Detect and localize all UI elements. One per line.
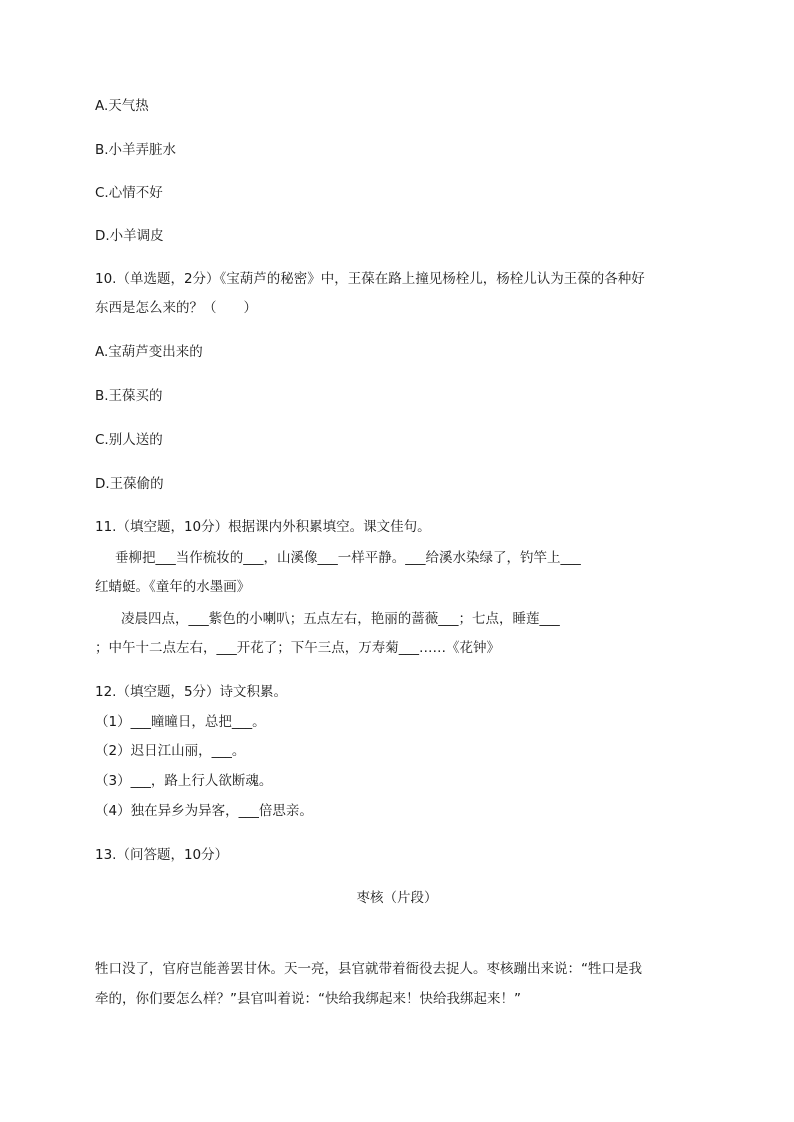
q12-item2: （2）迟日江山丽，___。 (95, 743, 246, 759)
q9-option-a: A.天气热 (95, 98, 149, 114)
q11-line1: 垂柳把___当作梳妆的___，山溪像___一样平静。___给溪水染绿了，钓竿上___ (115, 550, 581, 566)
passage-line2: 牵的，你们要怎么样？”县官叫着说：“快给我绑起来！快给我绑起来！” (95, 991, 521, 1007)
q11-line4: ；中午十二点左右，___开花了；下午三点，万寿菊___……《花钟》 (95, 640, 500, 656)
passage-line1: 牲口没了，官府岂能善罢甘休。天一亮，县官就带着衙役去捉人。枣核蹦出来说：“牲口是我 (95, 961, 642, 977)
q9-option-c: C.心情不好 (95, 185, 163, 201)
q12-item1: （1）___曈曈日，总把___。 (95, 714, 266, 730)
q9-option-b: B.小羊弄脏水 (95, 142, 177, 158)
q10-option-d: D.王葆偷的 (95, 476, 164, 492)
q11-line2: 红蜻蜓。《童年的水墨画》 (95, 579, 251, 595)
q12-item3: （3）___，路上行人欲断魂。 (95, 773, 273, 789)
q12-item4: （4）独在异乡为异客，___倍思亲。 (95, 803, 313, 819)
q11-stem: 11.（填空题，10分）根据课内外积累填空。课文佳句。 (95, 519, 431, 535)
q10-option-c: C.别人送的 (95, 432, 163, 448)
q9-option-d: D.小羊调皮 (95, 228, 164, 244)
q10-option-a: A.宝葫芦变出来的 (95, 344, 203, 360)
passage-title: 枣核（片段） (356, 890, 438, 906)
q11-line3: 凌晨四点，___紫色的小喇叭；五点左右，艳丽的蔷薇___；七点，睡莲___ (121, 611, 560, 627)
q12-stem: 12.（填空题，5分）诗文积累。 (95, 684, 288, 700)
q10-option-b: B.王葆买的 (95, 388, 163, 404)
q10-stem-line1: 10.（单选题，2分）《宝葫芦的秘密》中，王葆在路上撞见杨栓儿，杨栓儿认为王葆的各种好 (95, 271, 645, 287)
q10-stem-line2: 东西是怎么来的？（ ） (95, 300, 257, 316)
q13-stem: 13.（问答题，10分） (95, 847, 229, 863)
